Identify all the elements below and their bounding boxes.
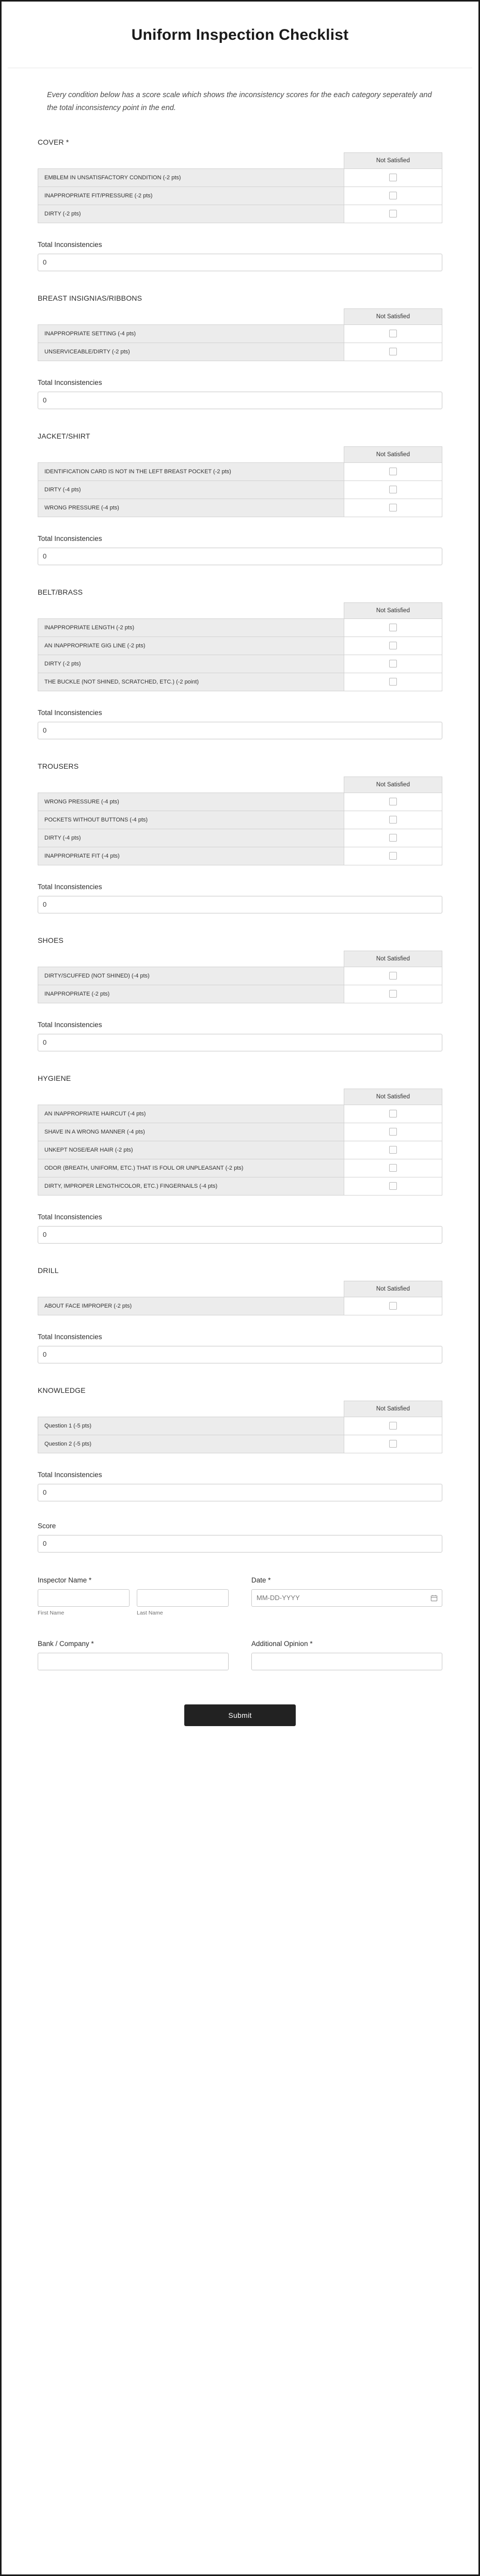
- last-name-cell: [137, 1589, 229, 1616]
- checkbox-cell[interactable]: [344, 1159, 442, 1177]
- checkbox-not-satisfied[interactable]: [389, 468, 397, 475]
- inspector-name-field: [38, 1576, 229, 1616]
- total-inconsistencies-block: [38, 691, 442, 739]
- section-label: SHOES: [38, 936, 64, 944]
- checkbox-not-satisfied[interactable]: [389, 834, 397, 842]
- table-row: [38, 462, 442, 480]
- checkbox-not-satisfied[interactable]: [389, 210, 397, 218]
- row-label: DIRTY (-2 pts): [38, 655, 344, 673]
- column-header-not-satisfied: Not Satisfied: [344, 446, 442, 462]
- total-inconsistencies-input[interactable]: [38, 1346, 442, 1363]
- row-label: DIRTY (-2 pts): [38, 205, 344, 223]
- section-matrix: [38, 1281, 442, 1315]
- inspection-section: [38, 739, 442, 913]
- form-header: [8, 2, 472, 68]
- column-header-not-satisfied: Not Satisfied: [344, 1401, 442, 1417]
- total-inconsistencies-label: Total Inconsistencies: [38, 378, 102, 386]
- table-row: [38, 985, 442, 1003]
- section-label: KNOWLEDGE: [38, 1386, 86, 1394]
- checkbox-cell[interactable]: [344, 168, 442, 187]
- inspection-section: [38, 565, 442, 739]
- section-matrix: [38, 308, 442, 361]
- inspection-section: [38, 409, 442, 565]
- inspection-section: [38, 1363, 442, 1501]
- matrix-corner: [38, 152, 344, 168]
- total-inconsistencies-block: [38, 1315, 442, 1363]
- section-label: JACKET/SHIRT: [38, 431, 90, 440]
- total-inconsistencies-label: Total Inconsistencies: [38, 1213, 102, 1221]
- last-name-sublabel: Last Name: [137, 1609, 163, 1616]
- checkbox-cell[interactable]: [344, 499, 442, 517]
- section-matrix: [38, 1089, 442, 1196]
- table-row: [38, 1123, 442, 1141]
- column-header-not-satisfied: Not Satisfied: [344, 1281, 442, 1297]
- total-inconsistencies-input[interactable]: [38, 254, 442, 271]
- table-row: [38, 499, 442, 517]
- table-row: [38, 1141, 442, 1159]
- total-inconsistencies-label: Total Inconsistencies: [38, 1020, 102, 1029]
- submit-button[interactable]: Submit: [184, 1704, 296, 1726]
- table-row: [38, 847, 442, 865]
- section-matrix: [38, 152, 442, 223]
- calendar-icon[interactable]: [430, 1594, 438, 1602]
- checkbox-cell[interactable]: [344, 462, 442, 480]
- additional-opinion-label: Additional Opinion *: [251, 1639, 313, 1648]
- total-inconsistencies-block: [38, 361, 442, 409]
- checkbox-not-satisfied[interactable]: [389, 1182, 397, 1190]
- checkbox-cell[interactable]: [344, 847, 442, 865]
- date-label: Date *: [251, 1576, 271, 1584]
- date-input[interactable]: [251, 1589, 442, 1607]
- table-row: [38, 480, 442, 499]
- checkbox-cell[interactable]: [344, 985, 442, 1003]
- checkbox-not-satisfied[interactable]: [389, 192, 397, 199]
- total-inconsistencies-input[interactable]: [38, 1034, 442, 1051]
- total-inconsistencies-input[interactable]: [38, 548, 442, 565]
- row-label: UNKEPT NOSE/EAR HAIR (-2 pts): [38, 1141, 344, 1159]
- total-inconsistencies-label: Total Inconsistencies: [38, 882, 102, 891]
- total-inconsistencies-input[interactable]: [38, 896, 442, 913]
- section-matrix: [38, 602, 442, 691]
- checkbox-cell[interactable]: [344, 967, 442, 985]
- sections-container: [38, 115, 442, 1501]
- checkbox-cell[interactable]: [344, 1435, 442, 1453]
- table-row: [38, 324, 442, 343]
- checkbox-not-satisfied[interactable]: [389, 504, 397, 511]
- score-label: Score: [38, 1522, 56, 1530]
- section-label: TROUSERS: [38, 762, 79, 770]
- score-block: [38, 1501, 442, 1553]
- checkbox-not-satisfied[interactable]: [389, 972, 397, 980]
- table-row: [38, 618, 442, 637]
- row-label: Question 2 (-5 pts): [38, 1435, 344, 1453]
- checkbox-not-satisfied[interactable]: [389, 1146, 397, 1154]
- checkbox-not-satisfied[interactable]: [389, 678, 397, 686]
- row-label: INAPPROPRIATE LENGTH (-2 pts): [38, 618, 344, 637]
- bank-company-input[interactable]: [38, 1653, 229, 1670]
- row-label: INAPPROPRIATE FIT/PRESSURE (-2 pts): [38, 187, 344, 205]
- row-label: DIRTY (-4 pts): [38, 480, 344, 499]
- table-row: [38, 1105, 442, 1123]
- section-label: COVER *: [38, 137, 69, 146]
- section-label: BREAST INSIGNIAS/RIBBONS: [38, 293, 142, 302]
- checkbox-cell[interactable]: [344, 1177, 442, 1195]
- score-input[interactable]: [38, 1535, 442, 1553]
- table-row: [38, 1297, 442, 1315]
- row-label: DIRTY (-4 pts): [38, 829, 344, 847]
- table-row: [38, 205, 442, 223]
- first-name-sublabel: First Name: [38, 1609, 65, 1616]
- matrix-corner: [38, 1089, 344, 1105]
- row-label: INAPPROPRIATE (-2 pts): [38, 985, 344, 1003]
- row-label: INAPPROPRIATE SETTING (-4 pts): [38, 324, 344, 343]
- section-label: DRILL: [38, 1266, 59, 1275]
- checkbox-not-satisfied[interactable]: [389, 1422, 397, 1430]
- row-label: ABOUT FACE IMPROPER (-2 pts): [38, 1297, 344, 1315]
- total-inconsistencies-label: Total Inconsistencies: [38, 240, 102, 249]
- checkbox-cell[interactable]: [344, 205, 442, 223]
- bank-company-field: [38, 1640, 229, 1670]
- inspection-section: [38, 1244, 442, 1363]
- checkbox-not-satisfied[interactable]: [389, 1128, 397, 1136]
- first-name-input[interactable]: [38, 1589, 130, 1607]
- total-inconsistencies-label: Total Inconsistencies: [38, 708, 102, 717]
- checkbox-not-satisfied[interactable]: [389, 486, 397, 493]
- checkbox-not-satisfied[interactable]: [389, 660, 397, 668]
- checkbox-not-satisfied[interactable]: [389, 990, 397, 998]
- checkbox-not-satisfied[interactable]: [389, 1302, 397, 1310]
- checkbox-not-satisfied[interactable]: [389, 1110, 397, 1118]
- checkbox-cell[interactable]: [344, 1297, 442, 1315]
- matrix-corner: [38, 446, 344, 462]
- section-label: BELT/BRASS: [38, 587, 83, 596]
- row-label: DIRTY/SCUFFED (NOT SHINED) (-4 pts): [38, 967, 344, 985]
- row-label: WRONG PRESSURE (-4 pts): [38, 793, 344, 811]
- row-label: UNSERVICEABLE/DIRTY (-2 pts): [38, 343, 344, 361]
- checkbox-not-satisfied[interactable]: [389, 348, 397, 355]
- row-label: IDENTIFICATION CARD IS NOT IN THE LEFT BREAST POCKET (-2 pts): [38, 462, 344, 480]
- inspection-section: [38, 1051, 442, 1244]
- total-inconsistencies-label: Total Inconsistencies: [38, 534, 102, 542]
- date-field: [251, 1576, 442, 1616]
- checkbox-cell[interactable]: [344, 1417, 442, 1435]
- row-label: INAPPROPRIATE FIT (-4 pts): [38, 847, 344, 865]
- column-header-not-satisfied: Not Satisfied: [344, 951, 442, 967]
- table-row: [38, 655, 442, 673]
- checkbox-cell[interactable]: [344, 1105, 442, 1123]
- total-inconsistencies-label: Total Inconsistencies: [38, 1332, 102, 1341]
- total-inconsistencies-label: Total Inconsistencies: [38, 1470, 102, 1479]
- checkbox-not-satisfied[interactable]: [389, 642, 397, 649]
- column-header-not-satisfied: Not Satisfied: [344, 152, 442, 168]
- checkbox-cell[interactable]: [344, 324, 442, 343]
- checkbox-cell[interactable]: [344, 829, 442, 847]
- checkbox-not-satisfied[interactable]: [389, 816, 397, 824]
- matrix-corner: [38, 308, 344, 324]
- checkbox-cell[interactable]: [344, 1141, 442, 1159]
- inspection-section: [38, 115, 442, 271]
- matrix-corner: [38, 951, 344, 967]
- section-matrix: [38, 777, 442, 865]
- checkbox-cell[interactable]: [344, 343, 442, 361]
- checkbox-not-satisfied[interactable]: [389, 174, 397, 181]
- row-label: THE BUCKLE (NOT SHINED, SCRATCHED, ETC.) (-2 point): [38, 673, 344, 691]
- section-matrix: [38, 951, 442, 1003]
- checkbox-cell[interactable]: [344, 811, 442, 829]
- table-row: [38, 673, 442, 691]
- total-inconsistencies-input[interactable]: [38, 1484, 442, 1501]
- table-row: [38, 343, 442, 361]
- last-name-input[interactable]: [137, 1589, 229, 1607]
- checkbox-not-satisfied[interactable]: [389, 330, 397, 337]
- additional-opinion-input[interactable]: [251, 1653, 442, 1670]
- table-row: [38, 168, 442, 187]
- checkbox-not-satisfied[interactable]: [389, 1440, 397, 1448]
- checkbox-cell[interactable]: [344, 655, 442, 673]
- total-inconsistencies-block: [38, 1196, 442, 1244]
- matrix-corner: [38, 1281, 344, 1297]
- required-asterisk: *: [66, 137, 69, 146]
- table-row: [38, 1177, 442, 1195]
- row-label: ODOR (BREATH, UNIFORM, ETC.) THAT IS FOUL OR UNPLEASANT (-2 pts): [38, 1159, 344, 1177]
- checkbox-not-satisfied[interactable]: [389, 798, 397, 805]
- checkbox-not-satisfied[interactable]: [389, 624, 397, 631]
- table-row: [38, 637, 442, 655]
- row-label: POCKETS WITHOUT BUTTONS (-4 pts): [38, 811, 344, 829]
- column-header-not-satisfied: Not Satisfied: [344, 1089, 442, 1105]
- table-row: [38, 793, 442, 811]
- total-inconsistencies-input[interactable]: [38, 392, 442, 409]
- total-inconsistencies-block: [38, 865, 442, 913]
- total-inconsistencies-input[interactable]: [38, 722, 442, 739]
- section-matrix: [38, 446, 442, 517]
- matrix-corner: [38, 602, 344, 618]
- inspection-section: [38, 913, 442, 1051]
- row-label: Question 1 (-5 pts): [38, 1417, 344, 1435]
- checkbox-cell[interactable]: [344, 673, 442, 691]
- bank-opinion-row: [38, 1616, 442, 1670]
- inspector-date-row: [38, 1553, 442, 1616]
- section-matrix: [38, 1401, 442, 1453]
- table-row: [38, 829, 442, 847]
- checkbox-cell[interactable]: [344, 1123, 442, 1141]
- checkbox-not-satisfied[interactable]: [389, 1164, 397, 1172]
- first-name-cell: [38, 1589, 130, 1616]
- checkbox-not-satisfied[interactable]: [389, 852, 397, 860]
- form-body: [2, 68, 478, 1757]
- column-header-not-satisfied: Not Satisfied: [344, 602, 442, 618]
- checkbox-cell[interactable]: [344, 637, 442, 655]
- matrix-corner: [38, 1401, 344, 1417]
- column-header-not-satisfied: Not Satisfied: [344, 777, 442, 793]
- submit-row: [38, 1670, 442, 1757]
- row-label: AN INAPPROPRIATE GIG LINE (-2 pts): [38, 637, 344, 655]
- table-row: [38, 187, 442, 205]
- total-inconsistencies-input[interactable]: [38, 1226, 442, 1244]
- row-label: EMBLEM IN UNSATISFACTORY CONDITION (-2 pts): [38, 168, 344, 187]
- checkbox-cell[interactable]: [344, 480, 442, 499]
- total-inconsistencies-block: [38, 223, 442, 271]
- additional-opinion-field: [251, 1640, 442, 1670]
- table-row: [38, 1417, 442, 1435]
- form-intro-text: Every condition below has a score scale which shows the inconsistency scores for the each category seperately and the total inconsistency point in the end.: [47, 91, 432, 113]
- checkbox-cell[interactable]: [344, 793, 442, 811]
- bank-company-label: Bank / Company *: [38, 1639, 94, 1648]
- table-row: [38, 811, 442, 829]
- page-title: Uniform Inspection Checklist: [131, 26, 349, 43]
- section-label: HYGIENE: [38, 1074, 71, 1082]
- checkbox-cell[interactable]: [344, 187, 442, 205]
- table-row: [38, 1159, 442, 1177]
- total-inconsistencies-block: [38, 1003, 442, 1051]
- matrix-corner: [38, 777, 344, 793]
- row-label: WRONG PRESSURE (-4 pts): [38, 499, 344, 517]
- row-label: SHAVE IN A WRONG MANNER (-4 pts): [38, 1123, 344, 1141]
- row-label: DIRTY, IMPROPER LENGTH/COLOR, ETC.) FINGERNAILS (-4 pts): [38, 1177, 344, 1195]
- inspection-section: [38, 271, 442, 409]
- table-row: [38, 1435, 442, 1453]
- inspector-name-label: Inspector Name *: [38, 1576, 92, 1584]
- total-inconsistencies-block: [38, 517, 442, 565]
- checkbox-cell[interactable]: [344, 618, 442, 637]
- row-label: AN INAPPROPRIATE HAIRCUT (-4 pts): [38, 1105, 344, 1123]
- column-header-not-satisfied: Not Satisfied: [344, 308, 442, 324]
- table-row: [38, 967, 442, 985]
- total-inconsistencies-block: [38, 1453, 442, 1501]
